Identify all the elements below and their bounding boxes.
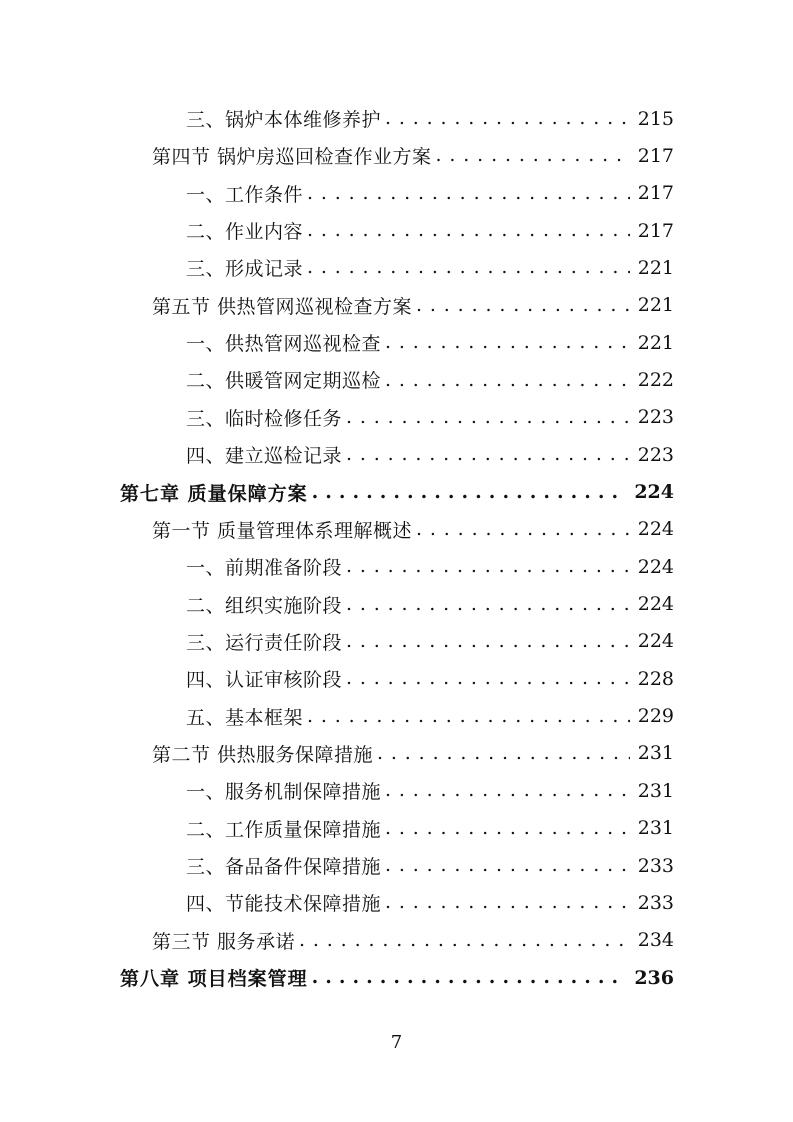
toc-dot-leader [346,406,630,429]
toc-entry-page: 228 [637,667,674,690]
toc-dot-leader [307,256,630,279]
toc-entry-label: 第一节 质量管理体系理解概述 [152,519,413,542]
toc-dot-leader [307,182,630,205]
toc-entry-label: 四、建立巡检记录 [186,445,343,468]
toc-entry-page: 224 [637,555,674,578]
toc-entry-page: 217 [637,182,674,205]
toc-dot-leader [307,705,630,728]
toc-dot-leader [312,481,627,504]
toc-entry-page: 233 [637,854,674,877]
toc-entry-label: 四、节能技术保障措施 [186,893,382,916]
toc-entry-page: 223 [637,443,674,466]
toc-dot-leader [346,555,630,578]
toc-section-entry[interactable] [152,511,674,548]
toc-entry-label: 一、前期准备阶段 [186,557,343,580]
toc-dot-leader [307,219,630,242]
toc-entry-label: 第二节 供热服务保障措施 [152,743,374,766]
toc-subsection-entry[interactable] [186,623,674,660]
toc-entry-page: 229 [637,705,674,728]
toc-entry-label: 三、备品备件保障措施 [186,856,382,878]
toc-dot-leader [299,929,630,952]
toc-chapter-entry[interactable] [120,959,674,996]
toc-dot-leader [385,107,630,130]
toc-entry-page: 234 [637,929,674,952]
toc-entry-page: 233 [637,891,674,914]
toc-subsection-entry[interactable] [186,324,674,361]
toc-entry-page: 215 [637,107,674,130]
toc-subsection-entry[interactable] [186,847,674,884]
toc-section-entry[interactable] [152,287,674,324]
toc-section-entry[interactable] [152,922,674,959]
toc-entry-label: 第四节 锅炉房巡回检查作业方案 [152,146,432,169]
toc-dot-leader [346,630,630,653]
toc-entry-page: 224 [637,630,674,653]
toc-entry-label: 一、供热管网巡视检查 [186,333,382,356]
toc-entry-label: 三、运行责任阶段 [186,631,343,654]
toc-dot-leader [346,593,630,616]
toc-entry-label: 二、作业内容 [186,221,304,244]
toc-dot-leader [436,144,630,167]
toc-dot-leader [312,966,627,989]
toc-dot-leader [385,854,630,877]
toc-subsection-entry[interactable] [186,586,674,623]
toc-subsection-entry[interactable] [186,175,674,212]
toc-entry-page: 221 [637,331,674,354]
toc-entry-page: 221 [637,256,674,279]
toc-entry-page: 221 [637,294,674,317]
toc-dot-leader [416,518,630,541]
toc-subsection-entry[interactable] [186,772,674,809]
toc-entry-label: 第七章 质量保障方案 [120,482,308,505]
toc-entry-label: 一、服务机制保障措施 [186,781,382,804]
toc-dot-leader [377,742,630,765]
toc-entry-page: 223 [637,406,674,429]
toc-dot-leader [385,817,630,840]
toc-entry-page: 231 [637,779,674,802]
toc-subsection-entry[interactable] [186,212,674,249]
toc-entry-page: 231 [637,742,674,765]
toc-dot-leader [385,891,630,914]
toc-subsection-entry[interactable] [186,249,674,286]
toc-entry-page: 224 [637,593,674,616]
toc-entry-label: 五、基本框架 [186,706,304,729]
page-number: 7 [390,1032,403,1053]
toc-entry-label: 第五节 供热管网巡视检查方案 [152,295,413,318]
toc-dot-leader [385,331,630,354]
toc-entry-page: 222 [637,368,674,391]
toc-section-entry[interactable] [152,735,674,772]
toc-entry-page: 231 [637,817,674,840]
toc-entry-label: 第三节 服务承诺 [152,930,296,953]
toc-dot-leader [385,369,630,392]
toc-subsection-entry[interactable] [186,698,674,735]
toc-dot-leader [416,294,630,317]
toc-entry-label: 二、供暖管网定期巡检 [186,370,382,393]
toc-subsection-entry[interactable] [186,884,674,921]
toc-subsection-entry[interactable] [186,660,674,697]
toc-entry-page: 224 [637,518,674,541]
toc-subsection-entry[interactable] [186,548,674,585]
toc-section-entry[interactable] [152,137,674,174]
toc-entry-label: 三、形成记录 [186,258,304,281]
toc-subsection-entry[interactable] [186,810,674,847]
toc-chapter-entry[interactable] [120,474,674,511]
toc-entry-label: 一、工作条件 [186,183,304,206]
toc-entry-page: 236 [634,966,674,989]
toc-dot-leader [346,667,630,690]
toc-entry-page: 217 [637,219,674,242]
toc-entry-page: 224 [634,481,674,503]
toc-entry-page: 217 [637,144,674,167]
toc-entry-label: 四、认证审核阶段 [186,669,343,692]
toc-subsection-entry[interactable] [186,436,674,473]
toc-entry-label: 二、组织实施阶段 [186,594,343,617]
toc-dot-leader [346,443,630,466]
toc-entry-label: 二、工作质量保障措施 [186,818,382,841]
toc-subsection-entry[interactable] [186,361,674,398]
toc-subsection-entry[interactable] [186,399,674,436]
toc-dot-leader [385,779,630,802]
toc-subsection-entry[interactable] [186,100,674,137]
toc-entry-label: 三、临时检修任务 [186,407,343,430]
toc-entry-label: 第八章 项目档案管理 [120,968,308,991]
toc-entry-label: 三、锅炉本体维修养护 [186,109,382,131]
